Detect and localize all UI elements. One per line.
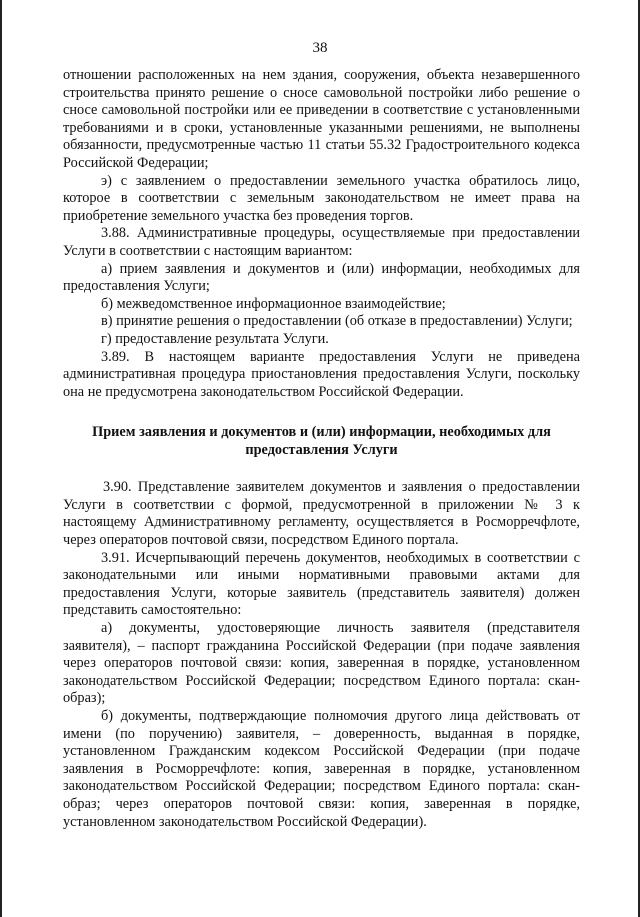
- paragraph-3-90: 3.90. Представление заявителем документов и заявления о предоставлении Услуги в соответствии с формой, предусмотренной в приложении № 3 к настоящему Административному регламенту, осуществляется в Росморречфлоте, через операторов почтовой связи, посредством Единого портала.: [63, 479, 580, 549]
- paragraph-continuation: отношении расположенных на нем здания, сооружения, объекта незавершенного строительства принято решение о сносе самовольной постройки либо решение о сносе самовольной постройки или ее приведении в соответствие с установленными требованиями и в сроки, установленные указанными решениями, не выполнены обязанности, предусмотренные частью 11 статьи 55.32 Градостроительного кодекса Российской Федерации;: [63, 67, 580, 171]
- paragraph-item-e: э) с заявлением о предоставлении земельного участка обратилось лицо, которое в соответствии с земельным законодательством не имеет права на приобретение земельного участка без проведения торгов.: [63, 172, 580, 224]
- page-number: 38: [312, 40, 328, 56]
- paragraph-item-g: г) предоставление результата Услуги.: [101, 330, 329, 347]
- paragraph-docs-b: б) документы, подтверждающие полномочия другого лица действовать от имени (по поручению) заявителя, – доверенность, выданная в порядке, установленном Гражданским кодексом Российской Федерации (при подаче заявления в Росморречфлоте: копия, заверенная в порядке, установленном законодательством Российской Федерации; посредством Единого портала: скан-образ; через операторов почтовой связи: копия, заверенная в порядке, установленном законодательством Российской Федерации).: [63, 708, 580, 830]
- paragraph-3-89: 3.89. В настоящем варианте предоставления Услуги не приведена административная процедура приостановления предоставления Услуги, поскольку она не предусмотрена законодательством Российской Федерации.: [63, 348, 580, 400]
- paragraph-item-b: б) межведомственное информационное взаимодействие;: [101, 295, 446, 312]
- document-body: [63, 67, 580, 831]
- paragraph-3-88: 3.88. Административные процедуры, осуществляемые при предоставлении Услуги в соответствии с настоящим вариантом:: [63, 225, 580, 259]
- page-left-border: [0, 0, 2, 917]
- paragraph-docs-a: а) документы, удостоверяющие личность заявителя (представителя заявителя), – паспорт гражданина Российской Федерации (при подаче заявления через операторов почтовой связи: копия, заверенная в порядке, установленном законодательством Российской Федерации; посредством Единого портала: скан-образ);: [63, 620, 580, 707]
- section-heading: Прием заявления и документов и (или) информации, необходимых для предоставления Услуги: [92, 424, 551, 459]
- paragraph-3-91: 3.91. Исчерпывающий перечень документов, необходимых в соответствии с законодательными или иными нормативными правовыми актами для предоставления Услуги, которые заявитель (представитель заявителя) должен представить самостоятельно:: [63, 549, 580, 619]
- paragraph-item-a: а) прием заявления и документов и (или) информации, необходимых для предоставления Услуги;: [63, 260, 580, 295]
- paragraph-item-v: в) принятие решения о предоставлении (об отказе в предоставлении) Услуги;: [101, 313, 573, 330]
